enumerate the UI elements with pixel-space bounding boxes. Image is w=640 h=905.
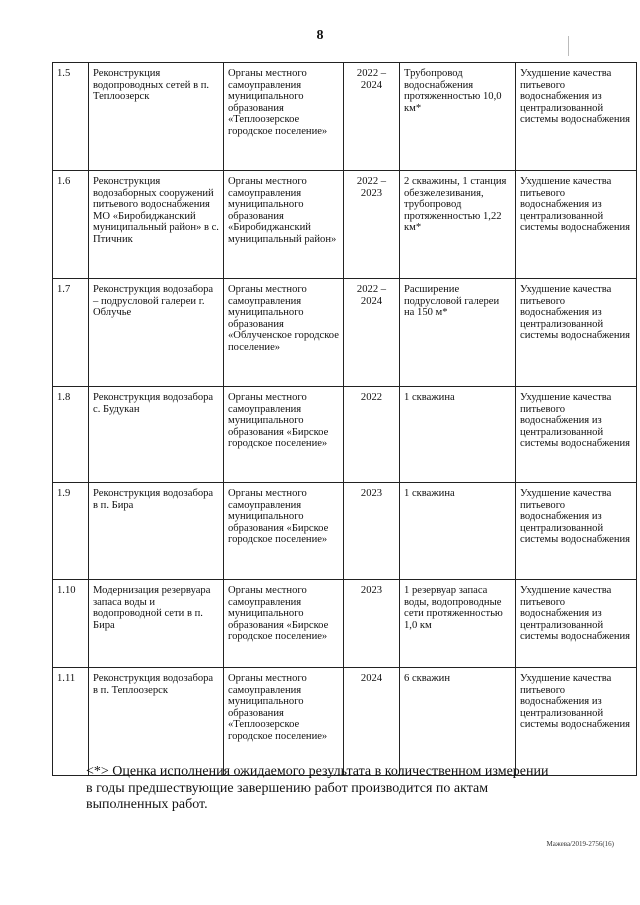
implementation-years: 2022	[344, 387, 400, 483]
measure-name: Реконструкция водозабора с. Будукан	[89, 387, 224, 483]
implementation-years: 2023	[344, 483, 400, 580]
non-fulfillment-consequence: Ухудшение качества питьевого водоснабжения из централизованной системы водоснабжения	[516, 387, 637, 483]
table-row	[53, 483, 637, 580]
implementation-years: 2022 – 2024	[344, 63, 400, 171]
document-code: Мажева/2019-2756(16)	[546, 840, 614, 848]
row-number: 1.11	[53, 668, 89, 776]
measure-name: Реконструкция водозабора – подрусловой галереи г. Облучье	[89, 279, 224, 387]
table-row	[53, 387, 637, 483]
implementation-years: 2023	[344, 580, 400, 668]
expected-result: Расширение подрусловой галереи на 150 м*	[400, 279, 516, 387]
footnote-line: в годы предшествующие завершению работ производится по актам	[86, 780, 489, 796]
table-row	[53, 171, 637, 279]
table-row	[53, 668, 637, 776]
implementation-years: 2024	[344, 668, 400, 776]
non-fulfillment-consequence: Ухудшение качества питьевого водоснабжения из централизованной системы водоснабжения	[516, 483, 637, 580]
implementation-years: 2022 – 2023	[344, 171, 400, 279]
table-row	[53, 580, 637, 668]
measure-name: Реконструкция водозабора в п. Бира	[89, 483, 224, 580]
expected-result: 1 скважина	[400, 483, 516, 580]
row-number: 1.9	[53, 483, 89, 580]
page-number: 8	[316, 28, 324, 43]
row-number: 1.10	[53, 580, 89, 668]
executor: Органы местного самоуправления муниципального образования «Теплоозерское городское поселение»	[224, 63, 344, 171]
measure-name: Реконструкция водозабора в п. Теплоозерск	[89, 668, 224, 776]
non-fulfillment-consequence: Ухудшение качества питьевого водоснабжения из централизованной системы водоснабжения	[516, 668, 637, 776]
scan-edge-mark	[568, 36, 569, 56]
table-row	[53, 279, 637, 387]
measures-table	[52, 62, 637, 776]
footnote-line: <*> Оценка исполнения ожидаемого результата в количественном измерении	[86, 764, 549, 779]
executor: Органы местного самоуправления муниципального образования «Биробиджанский муниципальный район»	[224, 171, 344, 279]
row-number: 1.5	[53, 63, 89, 171]
non-fulfillment-consequence: Ухудшение качества питьевого водоснабжения из централизованной системы водоснабжения	[516, 63, 637, 171]
measure-name: Реконструкция водопроводных сетей в п. Теплоозерск	[89, 63, 224, 171]
executor: Органы местного самоуправления муниципального образования «Бирское городское поселение»	[224, 483, 344, 580]
expected-result: 1 скважина	[400, 387, 516, 483]
row-number: 1.7	[53, 279, 89, 387]
row-number: 1.8	[53, 387, 89, 483]
measure-name: Модернизация резервуара запаса воды и водопроводной сети в п. Бира	[89, 580, 224, 668]
footnote	[86, 764, 598, 814]
non-fulfillment-consequence: Ухудшение качества питьевого водоснабжения из централизованной системы водоснабжения	[516, 580, 637, 668]
measure-name: Реконструкция водозаборных сооружений питьевого водоснабжения МО «Биробиджанский муниципальный район» в с. Птичник	[89, 171, 224, 279]
table-row	[53, 63, 637, 171]
row-number: 1.6	[53, 171, 89, 279]
expected-result: 6 скважин	[400, 668, 516, 776]
implementation-years: 2022 – 2024	[344, 279, 400, 387]
expected-result: 2 скважины, 1 станция обезжелезивания, трубопровод протяженностью 1,22 км*	[400, 171, 516, 279]
expected-result: 1 резервуар запаса воды, водопроводные сети протяженностью 1,0 км	[400, 580, 516, 668]
non-fulfillment-consequence: Ухудшение качества питьевого водоснабжения из централизованной системы водоснабжения	[516, 279, 637, 387]
executor: Органы местного самоуправления муниципального образования «Теплоозерское городское поселение»	[224, 668, 344, 776]
executor: Органы местного самоуправления муниципального образования «Облученское городское поселение»	[224, 279, 344, 387]
expected-result: Трубопровод водоснабжения протяженностью 10,0 км*	[400, 63, 516, 171]
non-fulfillment-consequence: Ухудшение качества питьевого водоснабжения из централизованной системы водоснабжения	[516, 171, 637, 279]
executor: Органы местного самоуправления муниципального образования «Бирское городское поселение»	[224, 580, 344, 668]
executor: Органы местного самоуправления муниципального образования «Бирское городское поселение»	[224, 387, 344, 483]
footnote-line: выполненных работ.	[86, 797, 208, 812]
